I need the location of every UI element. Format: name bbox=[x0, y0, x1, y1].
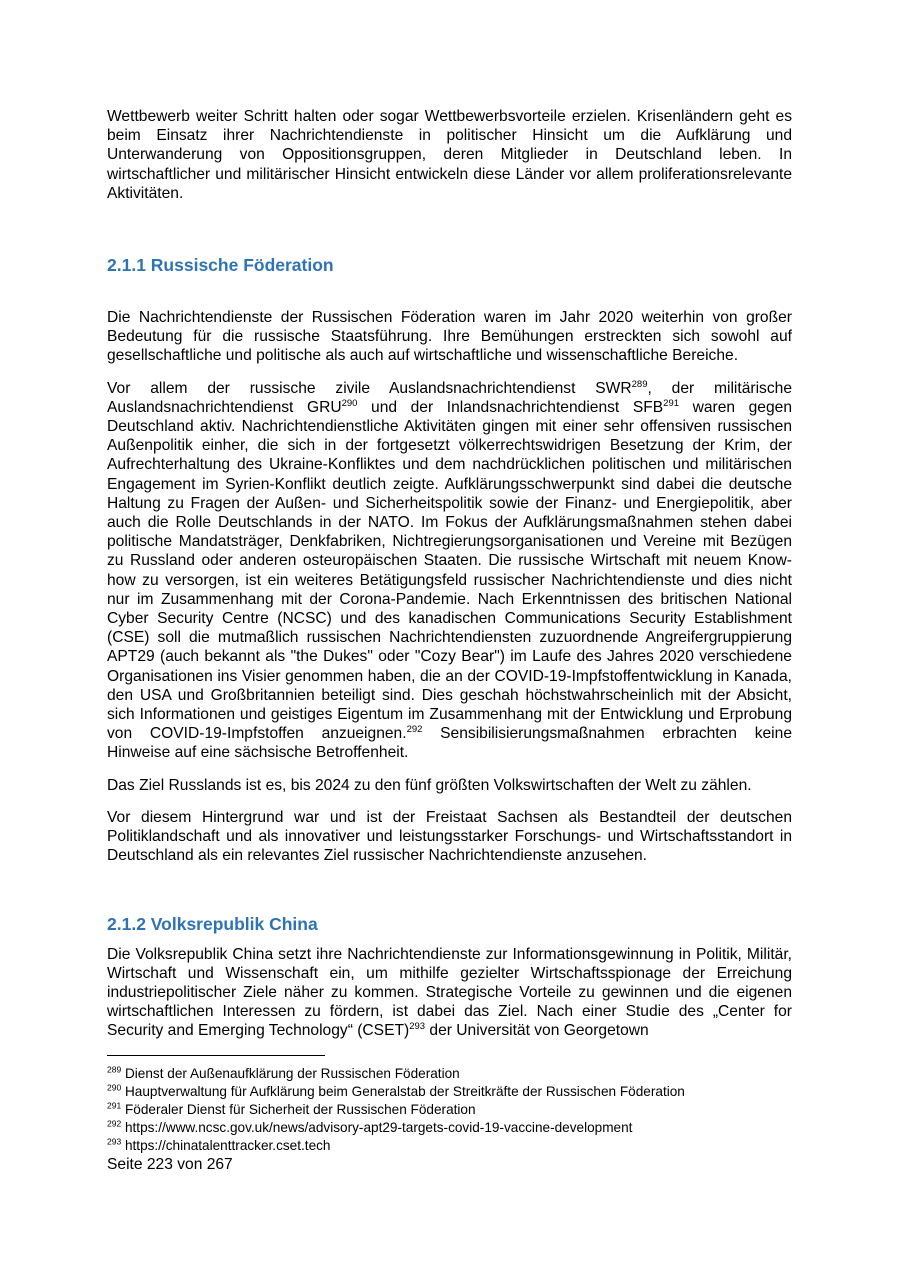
footnote-290 bbox=[107, 1083, 792, 1101]
page-number: Seite 223 von 267 bbox=[107, 1155, 233, 1173]
footnote-289 bbox=[107, 1065, 792, 1083]
page-content bbox=[107, 107, 792, 1174]
footnote-text: https://chinatalenttracker.cset.tech bbox=[121, 1137, 331, 1153]
russia-paragraph-1: Die Nachrichtendienste der Russischen Föderation waren im Jahr 2020 weiterhin von großer Bedeutung für die russische Staatsführung. Ihre Bemühungen erstreckten sich sowohl auf gesellschaftliche und politische als auch auf wirtschaftliche und wissenschaftliche Bereiche. bbox=[107, 309, 792, 365]
footnote-text: Föderaler Dienst für Sicherheit der Russischen Föderation bbox=[121, 1101, 476, 1117]
section-heading-china: 2.1.2 Volksrepublik China bbox=[107, 913, 318, 934]
russia-paragraph-2 bbox=[107, 379, 792, 763]
footnote-292 bbox=[107, 1119, 792, 1137]
footnote-291 bbox=[107, 1101, 792, 1119]
china-p1-text-b: der Universität von Georgetown bbox=[425, 1022, 649, 1040]
footnote-ref-293: 293 bbox=[409, 1021, 426, 1033]
russia-paragraph-4: Vor diesem Hintergrund war und ist der Freistaat Sachsen als Bestandteil der deutschen Politiklandschaft und als innovativer und leistungsstarker Forschungs- und Wirtschaftsstandort in Deutschland als ein relevantes Ziel russischer Nachrichtendienste anzusehen. bbox=[107, 808, 792, 865]
footnote-ref-290: 290 bbox=[341, 397, 358, 409]
china-paragraph-1 bbox=[107, 945, 792, 1041]
footnote-number: 289 bbox=[107, 1063, 122, 1074]
russia-p2-text-b: , der militärische Auslandsnachrichtendienst GRU bbox=[107, 379, 792, 416]
china-p1-text-a: Die Volksrepublik China setzt ihre Nachrichtendienste zur Informationsgewinnung in Politik, Militär, Wirtschaft und Wissenschaft ein, um mithilfe gezielter Wirtschaftsspionage der Erreichung industriepolitischer Ziele näher zu kommen. Strategische Vorteile zu gewinnen und die eigenen wirtschaftlichen Interessen zu fördern, ist dabei das Ziel. Nach einer Studie des „Center for Security and Emerging Technology“ (CSET) bbox=[107, 945, 792, 1040]
footnote-number: 290 bbox=[107, 1081, 122, 1092]
footnote-ref-289: 289 bbox=[631, 378, 648, 390]
footnote-separator bbox=[107, 1055, 325, 1056]
footnote-ref-292: 292 bbox=[406, 724, 423, 736]
footnote-number: 292 bbox=[107, 1117, 122, 1128]
footnote-number: 291 bbox=[107, 1099, 122, 1110]
russia-p2-text-d: waren gegen Deutschland aktiv. Nachrichtendienstliche Aktivitäten gingen mit einer sehr offensiven russischen Außenpolitik einher, die sich in der fortgesetzt völkerrechtswidrigen Besetzung der Krim, der Aufrechterhaltung des Ukraine-Konfliktes und dem nachdrücklichen politischen und militärischen Engagement im Syrien-Konflikt deutlich zeigte. Aufklärungsschwerpunkt sind dabei die deutsche Haltung zu Fragen der Außen- und Sicherheitspolitik sowie der Finanz- und Energiepolitik, aber auch die Rolle Deutschlands in der NATO. Im Fokus der Aufklärungsmaßnahmen stehen dabei politische Mandatsträger, Denkfabriken, Nichtregierungsorganisationen und Vereine mit Bezügen zu Russland oder anderen osteuropäischen Staaten. Die russische Wirtschaft mit neuem Know-how zu versorgen, ist ein weiteres Betätigungsfeld russischer Nachrichtendienste und dies nicht nur im Zusammenhang mit der Corona-Pandemie. Nach Erkenntnissen des britischen National Cyber Security Centre (NCSC) und des kanadischen Communications Security Establishment (CSE) soll die mutmaßlich russischen Nachrichtendiensten zuzuordnende Angreifergruppierung APT29 (auch bekannt als "the Dukes" oder "Cozy Bear") im Laufe des Jahres 2020 verschiedene Organisationen ins Visier genommen haben, die an der COVID-19-Impfstoffentwicklung in Kanada, den USA und Großbritannien beteiligt sind. Dies geschah höchstwahrscheinlich mit der Absicht, sich Informationen und geistiges Eigentum im Zusammenhang mit der Entwicklung und Erprobung von COVID-19-Impfstoffen anzueignen. bbox=[107, 398, 792, 743]
russia-paragraph-3: Das Ziel Russlands ist es, bis 2024 zu den fünf größten Volkswirtschaften der Welt zu zählen. bbox=[107, 776, 752, 794]
russia-p2-text-a: Vor allem der russische zivile Auslandsnachrichtendienst SWR bbox=[107, 379, 632, 397]
footnote-text: Dienst der Außenaufklärung der Russischen Föderation bbox=[121, 1065, 460, 1081]
footnote-293 bbox=[107, 1137, 792, 1155]
footnote-number: 293 bbox=[107, 1135, 122, 1146]
footnote-text: Hauptverwaltung für Aufklärung beim Generalstab der Streitkräfte der Russischen Föderation bbox=[121, 1083, 685, 1099]
footnote-ref-291: 291 bbox=[663, 397, 680, 409]
russia-p2-text-c: und der Inlandsnachrichtendienst SFB bbox=[357, 398, 664, 416]
section-heading-russia: 2.1.1 Russische Föderation bbox=[107, 255, 334, 276]
footnotes bbox=[107, 1065, 792, 1155]
russia-p2-text-e: Sensibilisierungsmaßnahmen erbrachten keine Hinweise auf eine sächsische Betroffenheit. bbox=[107, 725, 792, 762]
footnote-text: https://www.ncsc.gov.uk/news/advisory-apt29-targets-covid-19-vaccine-development bbox=[121, 1119, 633, 1135]
intro-paragraph: Wettbewerb weiter Schritt halten oder sogar Wettbewerbsvorteile erzielen. Krisenländern geht es beim Einsatz ihrer Nachrichtendienste in politischer Hinsicht um die Aufklärung und Unterwanderung von Oppositionsgruppen, deren Mitglieder in Deutschland leben. In wirtschaftlicher und militärischer Hinsicht entwickeln diese Länder vor allem proliferationsrelevante Aktivitäten. bbox=[107, 108, 792, 202]
